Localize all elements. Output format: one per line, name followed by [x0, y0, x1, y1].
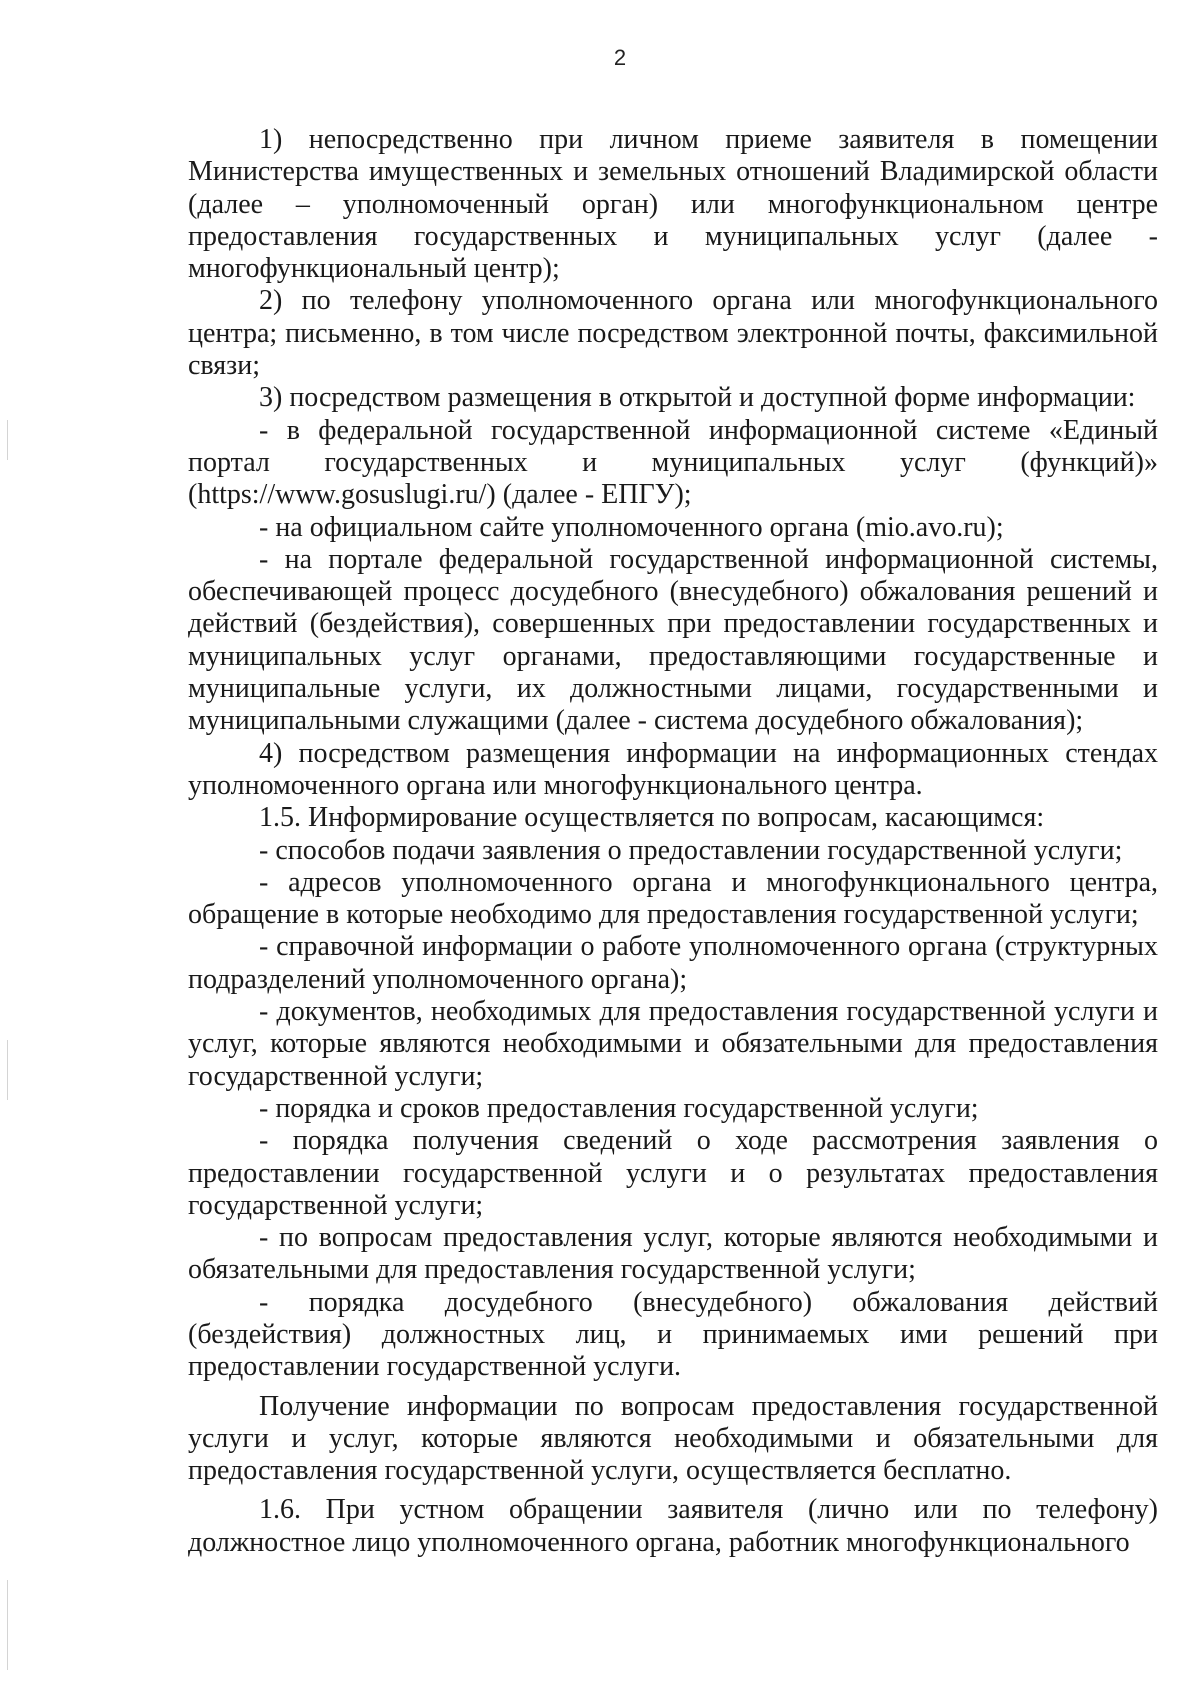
document-body [188, 124, 1158, 1559]
paragraph-bullet-addresses: - адресов уполномоченного органа и многофункционального центра, обращение в которые необходимо для предоставления государственной услуги; [188, 866, 1158, 931]
paragraph-item-2-phone: 2) по телефону уполномоченного органа или многофункционального центра; письменно, в том числе посредством электронной почты, факсимильной связи; [188, 285, 1158, 382]
paragraph-free-of-charge: Получение информации по вопросам предоставления государственной услуги и услуг, которые являются необходимыми и обязательными для предоставления государственной услуги, осуществляется бесплатно. [188, 1390, 1158, 1487]
page-number: 2 [613, 45, 627, 70]
paragraph-bullet-review-progress: - порядка получения сведений о ходе рассмотрения заявления о предоставлении государственной услуги и о результатах предоставления государственной услуги; [188, 1125, 1158, 1221]
paragraph-section-1-6: 1.6. При устном обращении заявителя (лично или по телефону) должностное лицо уполномоченного органа, работник многофункционального [188, 1494, 1158, 1558]
paragraph-bullet-reference-info: - справочной информации о работе уполномоченного органа (структурных подразделений уполномоченного органа); [188, 931, 1158, 995]
paragraph-section-1-5: 1.5. Информирование осуществляется по вопросам, касающимся: [259, 802, 1045, 834]
paragraph-item-3-publication: 3) посредством размещения в открытой и доступной форме информации: [259, 382, 1136, 414]
paragraph-bullet-submission-methods: - способов подачи заявления о предоставлении государственной услуги; [259, 834, 1123, 866]
paragraph-item-4-stands: 4) посредством размещения информации на информационных стендах уполномоченного органа или многофункционального центра. [188, 737, 1158, 801]
scan-margin-mark [7, 1040, 8, 1100]
paragraph-bullet-documents: - документов, необходимых для предоставления государственной услуги и услуг, которые являются необходимыми и обязательными для предоставления государственной услуги; [188, 996, 1158, 1092]
paragraph-bullet-procedure-terms: - порядка и сроков предоставления государственной услуги; [259, 1092, 979, 1124]
paragraph-bullet-related-services: - по вопросам предоставления услуг, которые являются необходимыми и обязательными для предоставления государственной услуги; [188, 1222, 1158, 1286]
paragraph-bullet-epgu: - в федеральной государственной информационной системе «Единый портал государственных и муниципальных услуг (функций)» (https://www.gosuslugi.ru/) (далее - ЕПГУ); [188, 414, 1158, 511]
paragraph-bullet-appeal-procedure: - порядка досудебного (внесудебного) обжалования действий (бездействия) должностных лиц, и принимаемых ими решений при предоставлении государственной услуги. [188, 1286, 1158, 1383]
scan-margin-mark [7, 1580, 8, 1670]
paragraph-bullet-official-site: - на официальном сайте уполномоченного органа (mio.avo.ru); [259, 511, 1004, 543]
paragraph-bullet-appeal-portal: - на портале федеральной государственной информационной системы, обеспечивающей процесс досудебного (внесудебного) обжалования решений и действий (бездействия), совершенных при предоставлении государственных и муниципальных услуг органами, предоставляющими государственные и муниципальные услуги, их должностными лицами, государственными и муниципальными служащими (далее - система досудебного обжалования); [188, 543, 1158, 737]
scan-margin-mark [7, 420, 8, 460]
paragraph-item-1-in-person: 1) непосредственно при личном приеме заявителя в помещении Министерства имущественных и земельных отношений Владимирской области (далее – уполномоченный орган) или многофункциональном центре предоставления государственных и муниципальных услуг (далее - многофункциональный центр); [188, 124, 1158, 285]
